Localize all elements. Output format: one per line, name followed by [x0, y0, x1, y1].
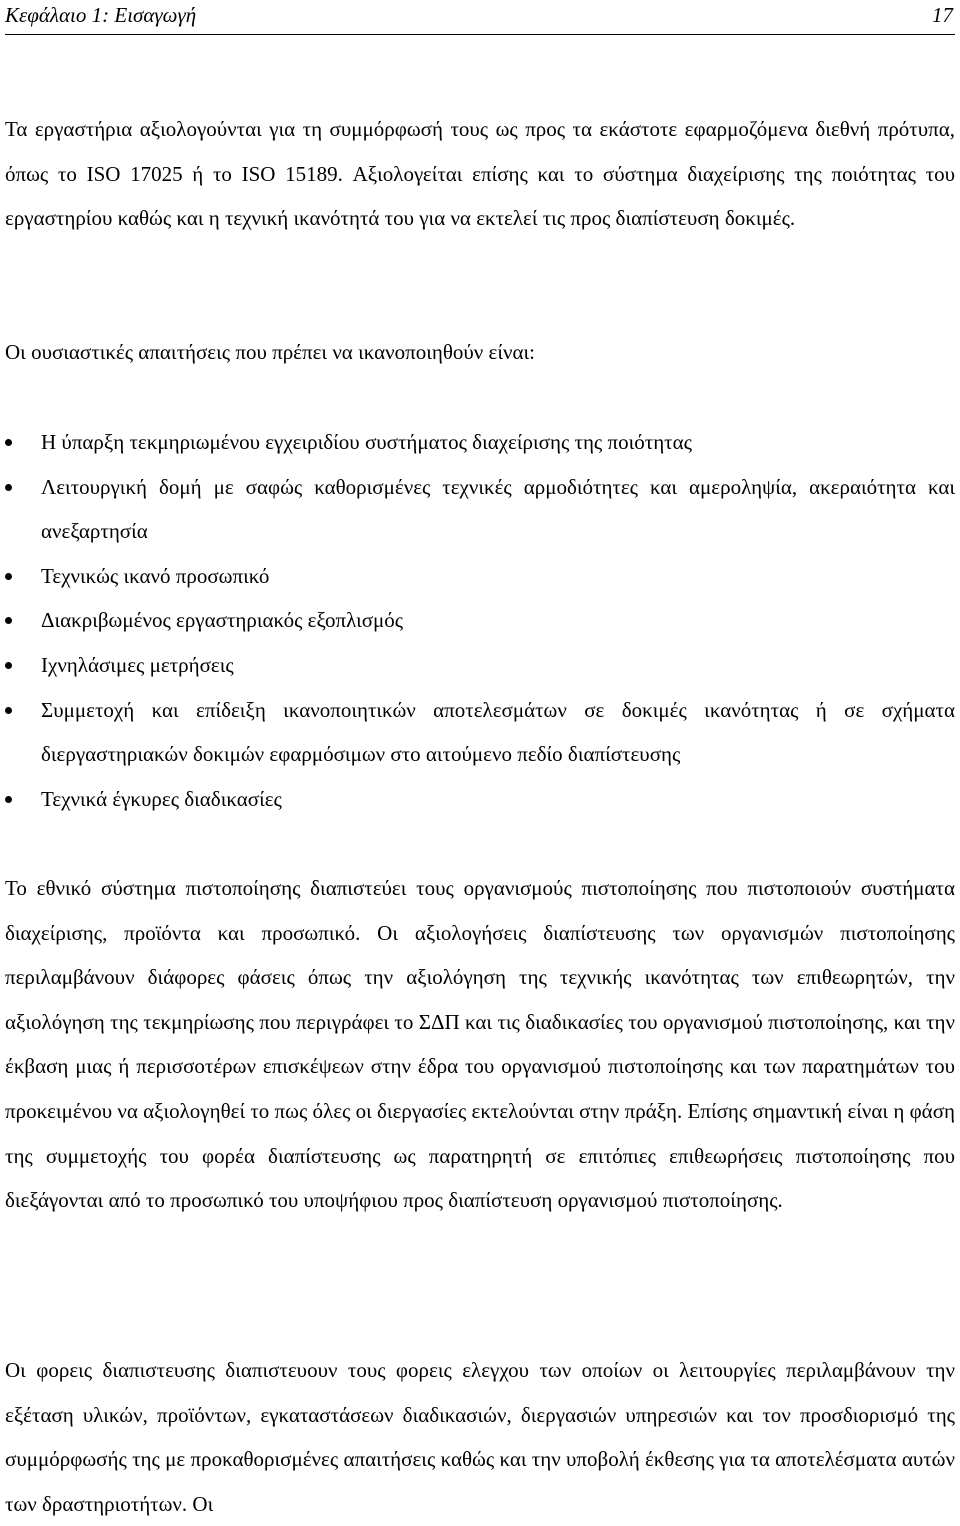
chapter-title: Κεφάλαιο 1: Εισαγωγή	[5, 3, 197, 27]
paragraph-certification-system: Το εθνικό σύστημα πιστοποίησης διαπιστεύει τους οργανισμούς πιστοποίησης που πιστοποιούν συστήματα διαχείρισης, προϊόντα και προσωπικό. Οι αξιολογήσεις διαπίστευσης των οργανισμών πιστοποίησης περιλαμβάνουν διάφορες φάσεις όπως την αξιολόγηση της τεχνικής ικανότητας των επιθεωρητών, την αξιολόγηση της τεκμηρίωσης που περιγράφει το ΣΔΠ και τις διαδικασίες του οργανισμού πιστοποίησης, και την έκβαση μιας ή περισσοτέρων επισκέψεων στην έδρα του οργανισμού πιστοποίησης και των παρατημάτων του προκειμένου να αξιολογηθεί το πως όλες οι διεργασίες εκτελούνται στην πράξη. Επίσης σημαντική είναι η φάση της συμμετοχής του φορέα διαπίστευσης ως παρατηρητή σε επιτόπιες επιθεωρήσεις πιστοποίησης που διεξάγονται από το προσωπικό του υποψήφιου προς διαπίστευση οργανισμού πιστοποίησης.	[5, 876, 955, 1213]
page-header	[5, 0, 955, 35]
bullet-icon	[5, 484, 12, 491]
list-item-text: Διακριβωμένος εργαστηριακός εξοπλισμός	[41, 608, 404, 633]
list-item-text: Τεχνικά έγκυρες διαδικασίες	[41, 786, 282, 811]
list-item	[5, 554, 955, 599]
bullet-icon	[5, 796, 12, 803]
list-item	[5, 420, 955, 465]
list-item-text: Συμμετοχή και επίδειξη ικανοποιητικών αποτελεσμάτων σε δοκιμές ικανότητας ή σε σχήματα διεργαστηριακών δοκιμών εφαρμόσιμων στο αιτούμενο πεδίο διαπίστευσης	[41, 697, 955, 767]
bullet-icon	[5, 573, 12, 580]
list-item-text: Η ύπαρξη τεκμηριωμένου εγχειριδίου συστήματος διαχείρισης της ποιότητας	[41, 430, 692, 454]
list-item-text: Ιχνηλάσιμες μετρήσεις	[41, 652, 234, 677]
bullet-icon	[5, 617, 12, 624]
paragraph-requirements-intro: Οι ουσιαστικές απαιτήσεις που πρέπει να ικανοποιηθούν είναι:	[5, 340, 535, 364]
bullet-icon	[5, 707, 12, 714]
list-item	[5, 643, 955, 688]
bullet-icon	[5, 662, 12, 669]
list-item-text: Λειτουργική δομή με σαφώς καθορισμένες τεχνικές αρμοδιότητες και αμεροληψία, ακεραιότητα και ανεξαρτησία	[41, 474, 955, 544]
bullet-icon	[5, 439, 12, 446]
page-number: 17	[932, 3, 953, 27]
paragraph-lab-assessment: Τα εργαστήρια αξιολογούνται για τη συμμόρφωσή τους ως προς τα εκάστοτε εφαρμοζόμενα διεθνή πρότυπα, όπως το ISO 17025 ή το ISO 15189. Αξιολογείται επίσης και το σύστημα διαχείρισης της ποιότητας του εργαστηρίου καθώς και η τεχνική ικανότητά του για να εκτελεί τις προς διαπίστευση δοκιμές.	[5, 117, 955, 231]
list-item	[5, 777, 955, 822]
paragraph-inspection-bodies: Οι φορεις διαπιστευσης διαπιστευουν τους φορεις ελεγχου των οποίων οι λειτουργίες περιλαμβάνουν την εξέταση υλικών, προϊόντων, εγκαταστάσεων διαδικασιών, διεργασιών υπηρεσιών και τον προσδιορισμό της συμμόρφωσής της με προκαθορισμένες απαιτήσεις καθώς και την υποβολή έκθεσης για τα αποτελέσματα αυτών των δραστηριοτήτων. Οι	[5, 1358, 955, 1516]
list-item	[5, 688, 955, 777]
requirements-list	[5, 420, 955, 821]
list-item	[5, 465, 955, 554]
list-item	[5, 598, 955, 643]
list-item-text: Τεχνικώς ικανό προσωπικό	[41, 563, 270, 588]
